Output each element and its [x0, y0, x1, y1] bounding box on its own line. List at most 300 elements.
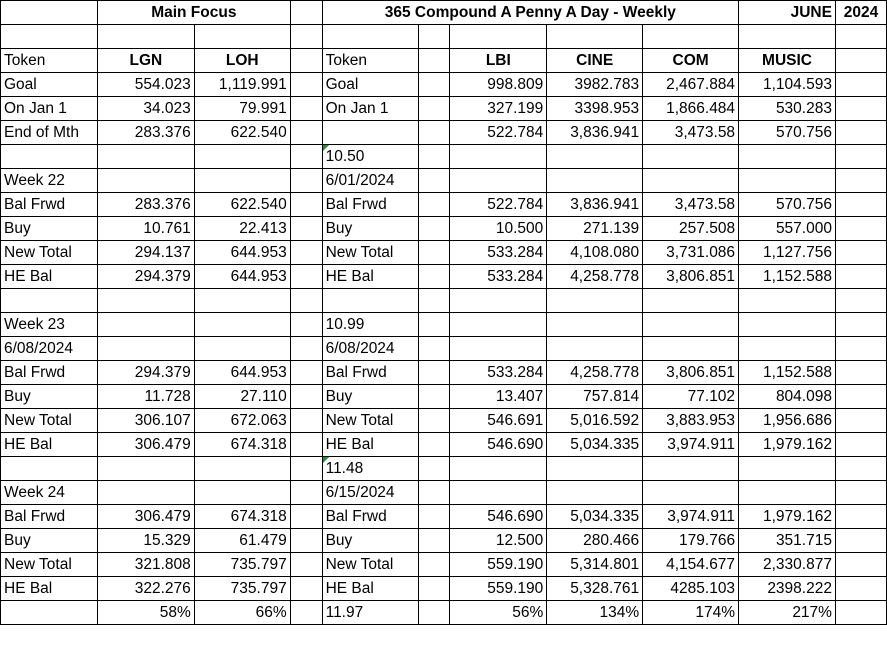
cell[interactable] — [643, 25, 739, 49]
cell[interactable] — [547, 289, 643, 313]
table-row — [1, 385, 887, 409]
table-row — [1, 361, 887, 385]
cell[interactable]: 322.276 — [97, 577, 194, 601]
cell[interactable]: 5,328.761 — [547, 577, 643, 601]
cell[interactable]: 554.023 — [97, 73, 194, 97]
cell[interactable] — [290, 121, 322, 145]
cell[interactable]: 11.97 — [322, 601, 418, 625]
cell[interactable]: 3,806.851 — [643, 265, 739, 289]
cell[interactable]: End of Mth — [1, 121, 98, 145]
cell[interactable]: 306.107 — [97, 409, 194, 433]
cell[interactable] — [547, 313, 643, 337]
table-row — [1, 193, 887, 217]
cell[interactable] — [835, 385, 886, 409]
cell[interactable] — [835, 577, 886, 601]
cell[interactable]: 522.784 — [450, 193, 547, 217]
cell[interactable] — [1, 457, 98, 481]
cell[interactable]: 533.284 — [450, 241, 547, 265]
cell[interactable] — [835, 409, 886, 433]
cell[interactable] — [290, 577, 322, 601]
cell[interactable]: Week 24 — [1, 481, 98, 505]
cell[interactable]: 351.715 — [739, 529, 836, 553]
cell[interactable] — [418, 265, 450, 289]
cell[interactable]: Bal Frwd — [1, 361, 98, 385]
cell[interactable]: 674.318 — [194, 433, 290, 457]
cell[interactable]: 10.761 — [97, 217, 194, 241]
cell[interactable] — [290, 505, 322, 529]
cell[interactable]: 3,836.941 — [547, 121, 643, 145]
cell[interactable]: MUSIC — [739, 49, 836, 73]
cell[interactable]: CINE — [547, 49, 643, 73]
cell[interactable]: New Total — [322, 553, 418, 577]
cell[interactable]: 3,974.911 — [643, 433, 739, 457]
cell[interactable] — [739, 289, 836, 313]
cell[interactable]: 735.797 — [194, 553, 290, 577]
cell[interactable]: LBI — [450, 49, 547, 73]
cell[interactable] — [290, 601, 322, 625]
cell[interactable]: Bal Frwd — [1, 193, 98, 217]
cell[interactable]: LOH — [194, 49, 290, 73]
cell[interactable]: 34.023 — [97, 97, 194, 121]
cell[interactable]: 4,154.677 — [643, 553, 739, 577]
cell[interactable]: 61.479 — [194, 529, 290, 553]
cell[interactable] — [418, 313, 450, 337]
table-row — [1, 505, 887, 529]
cell[interactable] — [322, 289, 418, 313]
cell[interactable]: 622.540 — [194, 193, 290, 217]
table-row — [1, 25, 887, 49]
cell[interactable]: Bal Frwd — [322, 361, 418, 385]
cell[interactable]: Goal — [322, 73, 418, 97]
cell[interactable]: 283.376 — [97, 193, 194, 217]
cell[interactable] — [290, 385, 322, 409]
table-row — [1, 145, 887, 169]
cell[interactable] — [450, 289, 547, 313]
cell[interactable]: 2398.222 — [739, 577, 836, 601]
cell[interactable]: Goal — [1, 73, 98, 97]
cell[interactable]: 522.784 — [450, 121, 547, 145]
cell[interactable]: 27.110 — [194, 385, 290, 409]
cell[interactable] — [835, 241, 886, 265]
cell[interactable] — [290, 145, 322, 169]
cell[interactable] — [450, 457, 547, 481]
cell[interactable]: 546.690 — [450, 433, 547, 457]
cell[interactable]: 10.99 — [322, 313, 418, 337]
cell[interactable] — [643, 457, 739, 481]
cell[interactable]: 3,731.086 — [643, 241, 739, 265]
table-row — [1, 577, 887, 601]
cell[interactable]: 56% — [450, 601, 547, 625]
cell[interactable]: Buy — [1, 217, 98, 241]
cell[interactable] — [97, 25, 194, 49]
cell[interactable] — [194, 481, 290, 505]
cell[interactable] — [1, 601, 98, 625]
cell[interactable]: New Total — [322, 241, 418, 265]
cell[interactable]: 570.756 — [739, 193, 836, 217]
cell[interactable] — [290, 289, 322, 313]
cell[interactable] — [418, 145, 450, 169]
cell[interactable] — [418, 193, 450, 217]
cell[interactable] — [290, 49, 322, 73]
cell[interactable] — [547, 337, 643, 361]
cell[interactable] — [643, 289, 739, 313]
table-row — [1, 217, 887, 241]
cell[interactable] — [290, 433, 322, 457]
table-row — [1, 457, 887, 481]
cell[interactable] — [739, 481, 836, 505]
cell[interactable]: 622.540 — [194, 121, 290, 145]
cell[interactable] — [1, 145, 98, 169]
cell[interactable] — [739, 457, 836, 481]
cell[interactable]: 4,258.778 — [547, 361, 643, 385]
cell[interactable] — [290, 337, 322, 361]
cell[interactable] — [1, 25, 98, 49]
cell[interactable]: 1,866.484 — [643, 97, 739, 121]
cell[interactable]: 6/15/2024 — [322, 481, 418, 505]
cell[interactable] — [739, 25, 836, 49]
cell[interactable]: 306.479 — [97, 505, 194, 529]
cell[interactable] — [450, 25, 547, 49]
cell[interactable]: 1,152.588 — [739, 361, 836, 385]
cell[interactable]: 2,330.877 — [739, 553, 836, 577]
cell[interactable]: 644.953 — [194, 241, 290, 265]
cell[interactable] — [643, 145, 739, 169]
cell[interactable]: 559.190 — [450, 577, 547, 601]
cell[interactable] — [835, 457, 886, 481]
cell[interactable]: HE Bal — [1, 265, 98, 289]
cell[interactable]: 271.139 — [547, 217, 643, 241]
cell[interactable] — [290, 193, 322, 217]
cell[interactable] — [547, 169, 643, 193]
cell[interactable] — [418, 217, 450, 241]
cell[interactable]: 1,979.162 — [739, 433, 836, 457]
cell[interactable] — [835, 73, 886, 97]
cell[interactable]: 530.283 — [739, 97, 836, 121]
cell[interactable] — [290, 409, 322, 433]
cell[interactable]: 174% — [643, 601, 739, 625]
cell[interactable] — [835, 97, 886, 121]
cell[interactable]: HE Bal — [1, 433, 98, 457]
cell[interactable] — [418, 73, 450, 97]
cell[interactable] — [418, 361, 450, 385]
cell[interactable] — [97, 313, 194, 337]
cell[interactable]: 3398.953 — [547, 97, 643, 121]
table-row — [1, 601, 887, 625]
cell[interactable]: LGN — [97, 49, 194, 73]
cell[interactable] — [97, 145, 194, 169]
cell[interactable]: 3,974.911 — [643, 505, 739, 529]
cell[interactable] — [322, 25, 418, 49]
cell[interactable]: 570.756 — [739, 121, 836, 145]
cell[interactable] — [643, 313, 739, 337]
cell[interactable] — [322, 121, 418, 145]
cell[interactable] — [835, 25, 886, 49]
cell[interactable]: 3,473.58 — [643, 121, 739, 145]
sheet-title[interactable]: 365 Compound A Penny A Day - Weekly — [322, 1, 738, 25]
cell[interactable] — [290, 241, 322, 265]
cell[interactable]: 1,152.588 — [739, 265, 836, 289]
cell[interactable]: 6/08/2024 — [322, 337, 418, 361]
cell[interactable]: New Total — [1, 409, 98, 433]
cell[interactable] — [194, 313, 290, 337]
cell[interactable] — [835, 217, 886, 241]
cell[interactable]: 546.690 — [450, 505, 547, 529]
cell[interactable]: 557.000 — [739, 217, 836, 241]
cell[interactable] — [290, 481, 322, 505]
cell[interactable] — [835, 553, 886, 577]
cell[interactable]: New Total — [1, 553, 98, 577]
cell[interactable] — [739, 145, 836, 169]
cell[interactable] — [547, 457, 643, 481]
cell[interactable] — [418, 289, 450, 313]
cell[interactable] — [835, 169, 886, 193]
cell[interactable]: 1,979.162 — [739, 505, 836, 529]
cell[interactable] — [418, 433, 450, 457]
cell[interactable] — [290, 73, 322, 97]
table-row — [1, 265, 887, 289]
cell[interactable]: 15.329 — [97, 529, 194, 553]
cell[interactable]: 12.500 — [450, 529, 547, 553]
cell[interactable]: 294.379 — [97, 361, 194, 385]
cell[interactable]: New Total — [1, 241, 98, 265]
cell[interactable]: On Jan 1 — [322, 97, 418, 121]
cell[interactable]: Buy — [1, 529, 98, 553]
cell[interactable]: 10.500 — [450, 217, 547, 241]
cell[interactable] — [450, 313, 547, 337]
cell[interactable] — [97, 289, 194, 313]
cell[interactable] — [418, 409, 450, 433]
table-row — [1, 97, 887, 121]
cell[interactable]: 5,314.801 — [547, 553, 643, 577]
cell[interactable] — [290, 265, 322, 289]
cell[interactable]: 533.284 — [450, 361, 547, 385]
cell[interactable]: 674.318 — [194, 505, 290, 529]
cell[interactable]: 1,127.756 — [739, 241, 836, 265]
cell[interactable] — [418, 49, 450, 73]
cell[interactable]: 672.063 — [194, 409, 290, 433]
cell[interactable] — [643, 481, 739, 505]
cell[interactable] — [418, 25, 450, 49]
cell[interactable] — [835, 121, 886, 145]
table-row — [1, 121, 887, 145]
cell[interactable]: 546.691 — [450, 409, 547, 433]
cell[interactable]: 804.098 — [739, 385, 836, 409]
cell[interactable] — [194, 289, 290, 313]
cell[interactable]: Week 23 — [1, 313, 98, 337]
cell[interactable] — [290, 553, 322, 577]
cell[interactable]: 10.50 — [322, 145, 418, 169]
cell[interactable]: Bal Frwd — [322, 505, 418, 529]
cell[interactable] — [450, 145, 547, 169]
cell[interactable]: 11.48 — [322, 457, 418, 481]
table-row — [1, 337, 887, 361]
table-row — [1, 73, 887, 97]
cell[interactable] — [643, 169, 739, 193]
cell[interactable] — [97, 337, 194, 361]
cell[interactable]: 1,104.593 — [739, 73, 836, 97]
cell[interactable]: Bal Frwd — [322, 193, 418, 217]
cell[interactable]: 3,836.941 — [547, 193, 643, 217]
cell[interactable]: 66% — [194, 601, 290, 625]
cell[interactable] — [835, 313, 886, 337]
cell[interactable] — [418, 121, 450, 145]
cell[interactable] — [290, 529, 322, 553]
cell[interactable] — [739, 337, 836, 361]
cell[interactable] — [290, 457, 322, 481]
cell[interactable]: 4,258.778 — [547, 265, 643, 289]
cell[interactable] — [194, 337, 290, 361]
cell[interactable]: 5,034.335 — [547, 505, 643, 529]
cell[interactable]: 533.284 — [450, 265, 547, 289]
cell[interactable] — [418, 241, 450, 265]
cell[interactable]: 6/01/2024 — [322, 169, 418, 193]
cell[interactable]: 58% — [97, 601, 194, 625]
cell[interactable]: 3982.783 — [547, 73, 643, 97]
cell[interactable]: 735.797 — [194, 577, 290, 601]
cell[interactable] — [418, 601, 450, 625]
cell[interactable]: HE Bal — [322, 577, 418, 601]
cell[interactable]: Token — [322, 49, 418, 73]
cell[interactable] — [835, 49, 886, 73]
cell[interactable]: 13.407 — [450, 385, 547, 409]
cell[interactable]: 22.413 — [194, 217, 290, 241]
cell[interactable] — [739, 169, 836, 193]
cell[interactable] — [194, 169, 290, 193]
cell[interactable]: 1,119.991 — [194, 73, 290, 97]
cell[interactable]: 4285.103 — [643, 577, 739, 601]
cell[interactable] — [418, 385, 450, 409]
cell[interactable] — [547, 145, 643, 169]
table-row — [1, 169, 887, 193]
cell[interactable] — [418, 553, 450, 577]
cell[interactable] — [290, 97, 322, 121]
cell[interactable]: 306.479 — [97, 433, 194, 457]
cell[interactable]: Buy — [322, 529, 418, 553]
cell[interactable] — [97, 169, 194, 193]
cell[interactable] — [835, 601, 886, 625]
table-row — [1, 481, 887, 505]
cell[interactable]: 5,034.335 — [547, 433, 643, 457]
cell[interactable] — [290, 25, 322, 49]
cell[interactable]: 134% — [547, 601, 643, 625]
table-row — [1, 289, 887, 313]
cell[interactable] — [547, 481, 643, 505]
cell[interactable] — [194, 457, 290, 481]
cell[interactable]: 179.766 — [643, 529, 739, 553]
cell[interactable] — [1, 1, 98, 25]
cell[interactable] — [194, 145, 290, 169]
cell[interactable] — [450, 169, 547, 193]
cell[interactable]: Bal Frwd — [1, 505, 98, 529]
cell[interactable] — [290, 361, 322, 385]
cell[interactable]: 644.953 — [194, 265, 290, 289]
cell[interactable]: 11.728 — [97, 385, 194, 409]
cell[interactable] — [418, 529, 450, 553]
cell[interactable]: 283.376 — [97, 121, 194, 145]
cell[interactable]: HE Bal — [322, 265, 418, 289]
cell[interactable] — [97, 457, 194, 481]
cell[interactable] — [290, 217, 322, 241]
cell[interactable]: 2,467.884 — [643, 73, 739, 97]
cell[interactable]: 3,806.851 — [643, 361, 739, 385]
cell[interactable] — [418, 505, 450, 529]
cell[interactable]: New Total — [322, 409, 418, 433]
cell[interactable]: Buy — [1, 385, 98, 409]
cell[interactable] — [418, 337, 450, 361]
cell[interactable]: 6/08/2024 — [1, 337, 98, 361]
cell[interactable] — [418, 457, 450, 481]
year-header[interactable]: 2024 — [835, 1, 886, 25]
cell[interactable]: 757.814 — [547, 385, 643, 409]
cell[interactable] — [835, 529, 886, 553]
cell[interactable] — [97, 481, 194, 505]
cell[interactable] — [418, 169, 450, 193]
cell[interactable] — [835, 481, 886, 505]
cell[interactable] — [835, 433, 886, 457]
cell[interactable]: 998.809 — [450, 73, 547, 97]
cell[interactable]: 280.466 — [547, 529, 643, 553]
cell[interactable] — [835, 361, 886, 385]
cell[interactable] — [835, 145, 886, 169]
table-row — [1, 433, 887, 457]
cell[interactable] — [1, 289, 98, 313]
cell[interactable] — [450, 481, 547, 505]
cell[interactable]: Buy — [322, 217, 418, 241]
cell[interactable]: 257.508 — [643, 217, 739, 241]
cell[interactable]: 294.379 — [97, 265, 194, 289]
cell[interactable]: Week 22 — [1, 169, 98, 193]
cell[interactable] — [290, 1, 322, 25]
cell[interactable]: 327.199 — [450, 97, 547, 121]
cell[interactable] — [290, 313, 322, 337]
cell[interactable]: 79.991 — [194, 97, 290, 121]
cell[interactable] — [739, 313, 836, 337]
main-focus-header[interactable]: Main Focus — [97, 1, 290, 25]
cell[interactable] — [835, 265, 886, 289]
cell[interactable] — [835, 337, 886, 361]
cell[interactable] — [418, 481, 450, 505]
cell[interactable]: 3,473.58 — [643, 193, 739, 217]
cell[interactable]: 5,016.592 — [547, 409, 643, 433]
cell[interactable]: Token — [1, 49, 98, 73]
cell[interactable] — [418, 97, 450, 121]
cell[interactable]: COM — [643, 49, 739, 73]
cell[interactable] — [547, 25, 643, 49]
cell[interactable]: HE Bal — [1, 577, 98, 601]
cell[interactable] — [835, 193, 886, 217]
cell[interactable]: 644.953 — [194, 361, 290, 385]
cell[interactable] — [194, 25, 290, 49]
cell[interactable]: On Jan 1 — [1, 97, 98, 121]
cell[interactable]: 559.190 — [450, 553, 547, 577]
cell[interactable]: 321.808 — [97, 553, 194, 577]
cell[interactable]: 217% — [739, 601, 836, 625]
cell[interactable]: Buy — [322, 385, 418, 409]
cell[interactable]: 1,956.686 — [739, 409, 836, 433]
month-header[interactable]: JUNE — [739, 1, 836, 25]
cell[interactable] — [835, 505, 886, 529]
cell[interactable]: 4,108.080 — [547, 241, 643, 265]
cell[interactable]: HE Bal — [322, 433, 418, 457]
cell[interactable] — [418, 577, 450, 601]
cell[interactable]: 77.102 — [643, 385, 739, 409]
cell[interactable] — [643, 337, 739, 361]
cell[interactable] — [450, 337, 547, 361]
cell[interactable] — [290, 169, 322, 193]
cell[interactable] — [835, 289, 886, 313]
cell[interactable]: 294.137 — [97, 241, 194, 265]
cell[interactable]: 3,883.953 — [643, 409, 739, 433]
